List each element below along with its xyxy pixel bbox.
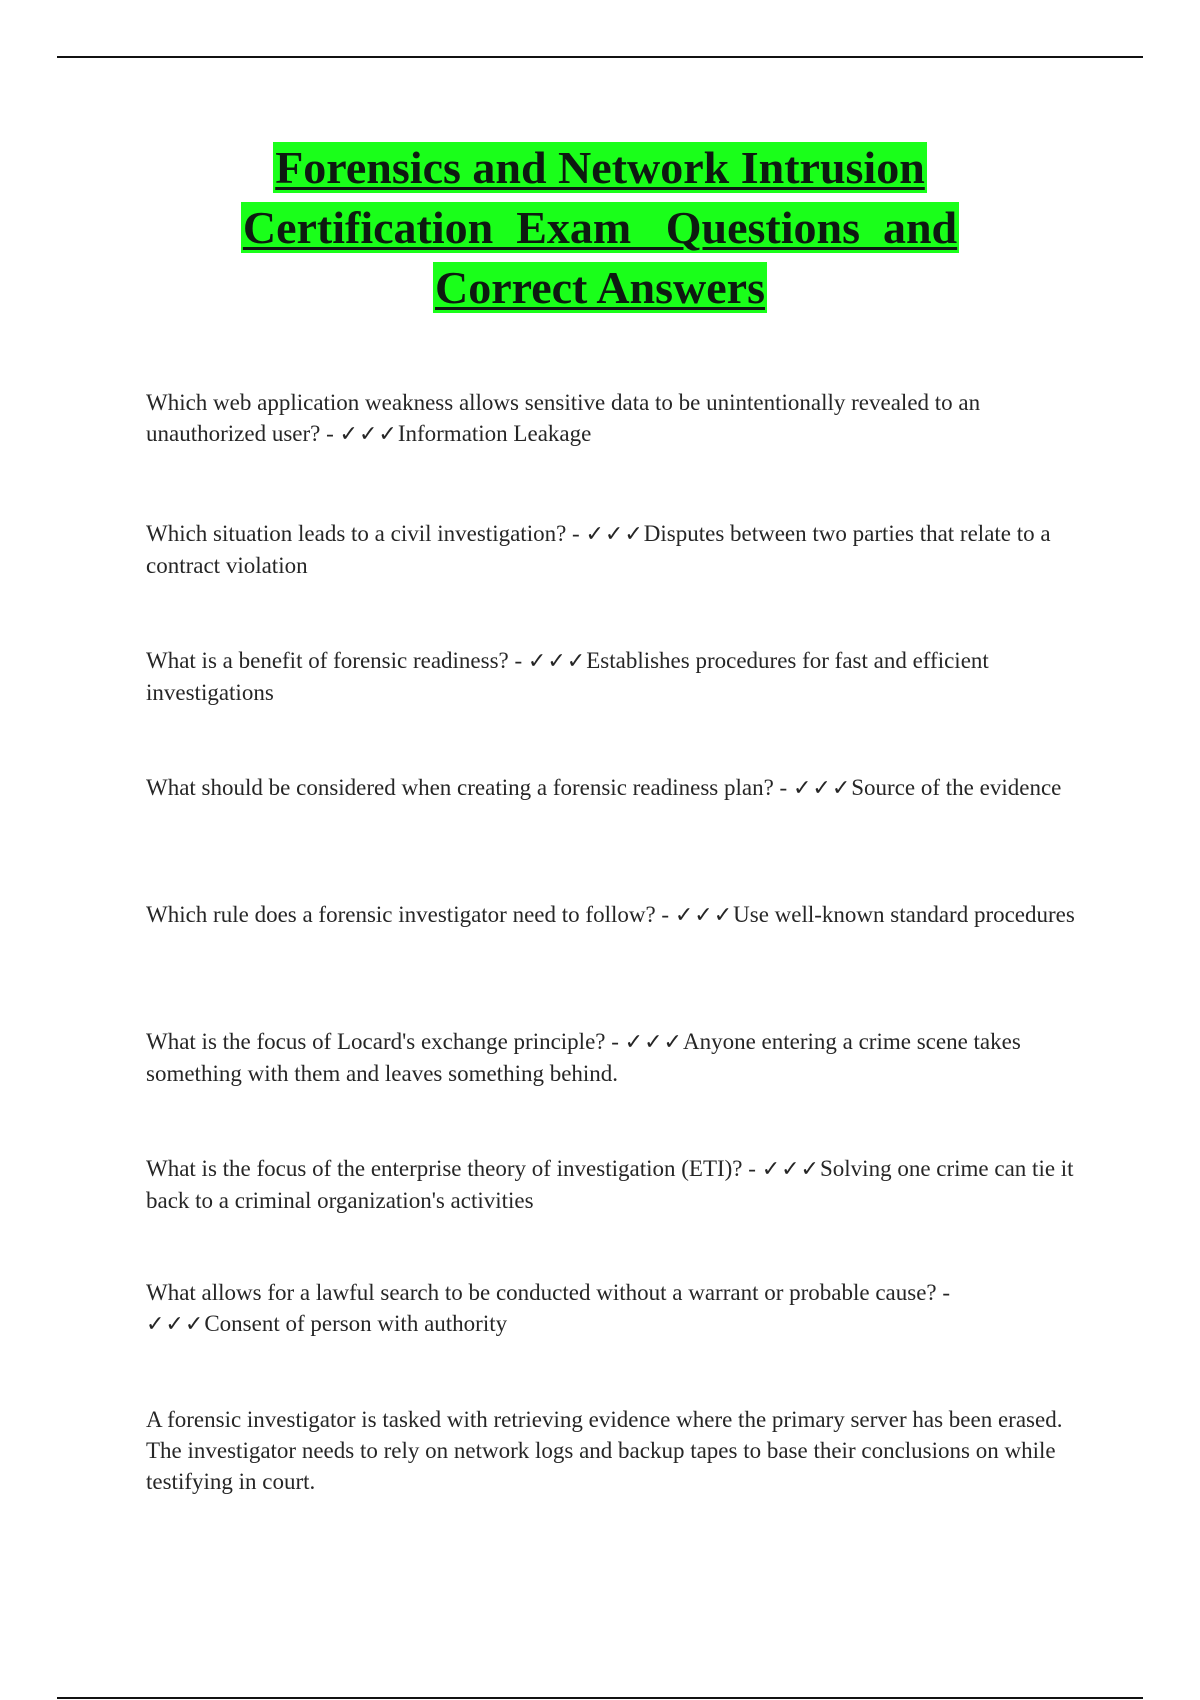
title-line-1: Forensics and Network Intrusion — [275, 142, 925, 193]
question-text: Which situation leads to a civil investigation? - — [146, 521, 586, 546]
answer-text: Disputes between two parties that relate to a contract violation — [146, 521, 1051, 578]
title-line-2: Certification Exam Questions and — [242, 202, 958, 253]
question-text: What is a benefit of forensic readiness? - — [146, 648, 528, 673]
question-text: Which web application weakness allows sensitive data to be unintentionally revealed to an unauthorized user? - — [146, 390, 981, 446]
checkmark-icon: ✓✓✓ — [761, 1157, 820, 1182]
question-text: What is the focus of Locard's exchange principle? - — [146, 1029, 625, 1054]
checkmark-icon: ✓✓✓ — [146, 1312, 205, 1337]
answer-text: Solving one crime can tie it back to a criminal organization's activities — [146, 1156, 1074, 1213]
checkmark-icon: ✓✓✓ — [339, 422, 398, 447]
question-text: What should be considered when creating a forensic readiness plan? - — [146, 775, 793, 800]
answer-text: Information Leakage — [397, 421, 592, 446]
checkmark-icon: ✓✓✓ — [792, 776, 852, 801]
footer-rule — [57, 1697, 1143, 1699]
answer-text: Anyone entering a crime scene takes something with them and leaves something behind. — [146, 1029, 1021, 1086]
header-rule — [57, 56, 1143, 58]
qa-item — [146, 1026, 1076, 1089]
answer-text: Use well-known standard procedures — [733, 902, 1075, 927]
qa-item — [146, 899, 1076, 931]
question-text: Which rule does a forensic investigator need to follow? - — [146, 902, 675, 927]
qa-item — [146, 387, 1076, 450]
checkmark-icon: ✓✓✓ — [527, 649, 587, 674]
qa-item — [146, 1153, 1076, 1216]
question-text: What allows for a lawful search to be conducted without a warrant or probable cause? - — [146, 1280, 951, 1305]
answer-text: Consent of person with authority — [204, 1311, 508, 1336]
title-line-3: Correct Answers — [435, 262, 765, 313]
qa-item — [146, 772, 1076, 804]
qa-item — [146, 1277, 1076, 1340]
document-title — [0, 138, 1200, 318]
qa-item — [146, 645, 1076, 708]
answer-text: Source of the evidence — [851, 775, 1062, 800]
qa-item — [146, 518, 1076, 581]
checkmark-icon: ✓✓✓ — [585, 522, 644, 547]
answer-text: Establishes procedures for fast and efficient investigations — [146, 648, 989, 705]
question-text: What is the focus of the enterprise theory of investigation (ETI)? - — [146, 1156, 762, 1181]
checkmark-icon: ✓✓✓ — [674, 903, 734, 928]
checkmark-icon: ✓✓✓ — [624, 1030, 683, 1055]
question-paragraph: A forensic investigator is tasked with retrieving evidence where the primary server has been erased. The investigator needs to rely on network logs and backup tapes to base their conclusions on while testifying in court. — [146, 1407, 1063, 1494]
